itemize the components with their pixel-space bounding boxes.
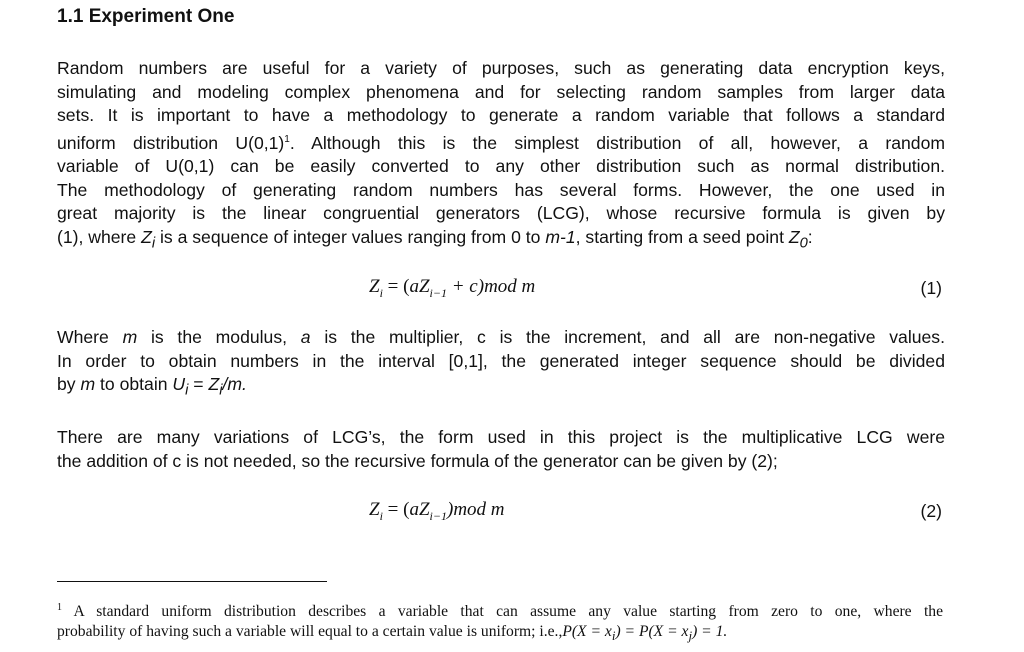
text-line: uniform distribution $U(0,1)^1$. Although this is the simplest distribution of all, however, a random bbox=[57, 132, 946, 153]
text-line: variable of U(0,1) can be easily converted to any other distribution such as normal distribution. bbox=[57, 156, 945, 177]
equation-2 bbox=[57, 499, 942, 525]
text-line: (1), where $Z_i$ is a sequence of integer values ranging from 0 to m-1, starting from a seed point $Z_0$: bbox=[57, 227, 813, 252]
section-heading: 1.1 Experiment One bbox=[57, 6, 235, 27]
footnote-line: $^1$ A standard uniform distribution describes a variable that can assume any value starting from zero to one, where the bbox=[57, 602, 943, 621]
equation-1-formula: $Z_i = (aZ_{i-1} + c)mod$ m bbox=[369, 276, 536, 300]
paragraph-intro bbox=[57, 57, 945, 256]
text-line: simulating and modeling complex phenomena and for selecting random samples from larger data bbox=[57, 81, 945, 102]
text-line: the addition of c is not needed, so the recursive formula of the generator can be given by (2); bbox=[57, 450, 778, 471]
text-line: The methodology of generating random numbers has several forms. However, the one used in bbox=[57, 179, 945, 200]
footnote-marker: 1 bbox=[57, 602, 62, 613]
equation-2-formula: $Z_i = (aZ_{i-1})mod$ m bbox=[369, 499, 505, 523]
text-line: In order to obtain numbers in the interval [0,1], the generated integer sequence should be divided bbox=[57, 350, 945, 371]
text-line: There are many variations of LCG’s, the form used in this project is the multiplicative LCG were bbox=[57, 427, 945, 447]
footnote-line: probability of having such a variable will equal to a certain value is uniform; $i.e.,P(X = x_i) = P(X = x_j) = 1$. bbox=[57, 623, 728, 644]
paragraph-multiplicative bbox=[57, 426, 945, 473]
text-line: Random numbers are useful for a variety of purposes, such as generating data encryption keys, bbox=[57, 58, 945, 78]
paragraph-definitions bbox=[57, 326, 945, 403]
footnote-ref[interactable]: 1 bbox=[284, 133, 290, 145]
footnote-divider bbox=[57, 581, 327, 582]
equation-2-number: (2) bbox=[920, 501, 942, 521]
text-line: great majority is the linear congruential generators (LCG), whose recursive formula is given by bbox=[57, 203, 945, 224]
text-line: Where m is the modulus, a is the multiplier, c is the increment, and all are non-negative values. bbox=[57, 327, 945, 347]
text-line: by m to obtain $U_i = Z_i/m$. bbox=[57, 374, 247, 399]
equation-1 bbox=[57, 276, 942, 302]
text-line: sets. It is important to have a methodology to generate a random variable that follows a standard bbox=[57, 105, 945, 126]
equation-1-number: (1) bbox=[920, 278, 942, 298]
footnote bbox=[57, 598, 943, 646]
